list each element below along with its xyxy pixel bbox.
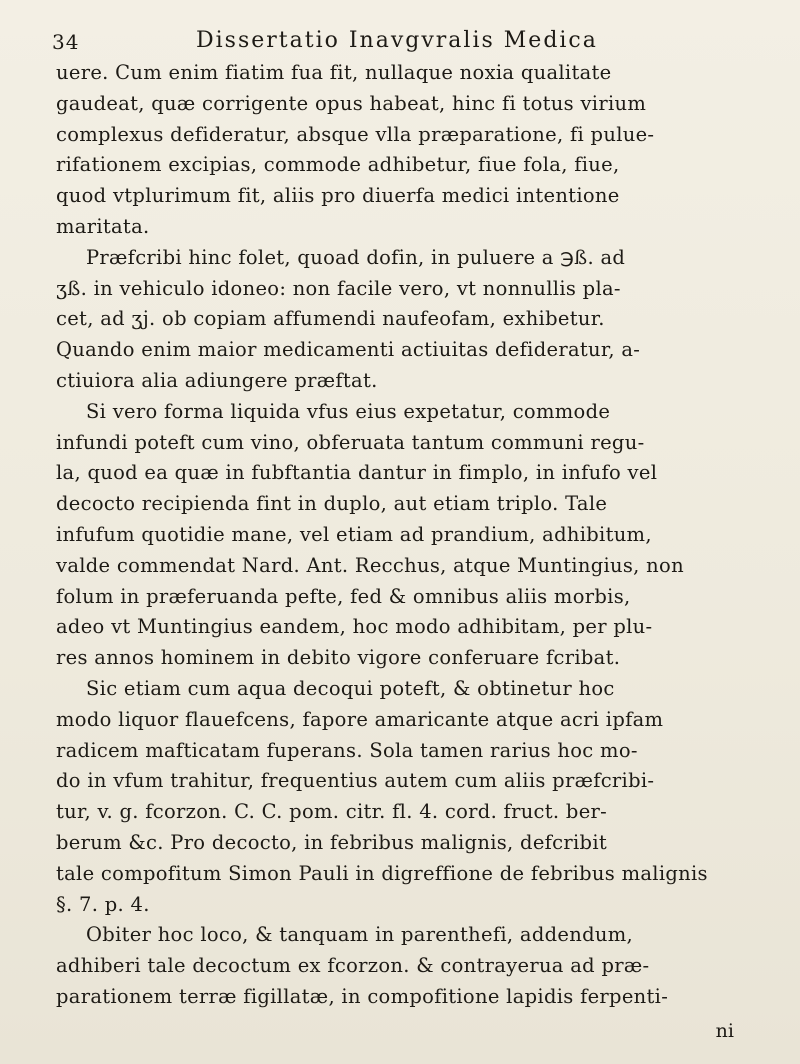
text-line: valde commendat Nard. Ant. Recchus, atque Muntingius, non <box>56 553 684 577</box>
text-line: Sic etiam cum aqua decoqui poteft, & obtinetur hoc <box>86 676 615 700</box>
text-line: rifationem excipias, commode adhibetur, fiue fola, fiue, <box>56 153 620 177</box>
text-line: cet, ad ʒj. ob copiam affumendi naufeofam, exhibetur. <box>56 307 605 331</box>
text-line: infufum quotidie mane, vel etiam ad prandium, adhibitum, <box>56 522 652 546</box>
text-line: infundi poteft cum vino, obferuata tantum communi regu- <box>56 430 645 454</box>
text-line: Præfcribi hinc folet, quoad dofin, in puluere a ℈ß. ad <box>86 245 626 269</box>
text-line: radicem mafticatam fuperans. Sola tamen rarius hoc mo- <box>56 738 638 762</box>
text-line: adhiberi tale decoctum ex fcorzon. & contrayerua ad præ- <box>56 954 650 978</box>
text-line: adeo vt Muntingius eandem, hoc modo adhibitam, per plu- <box>56 615 653 639</box>
text-line: ctiuiora alia adiungere præftat. <box>56 368 378 392</box>
catchword: ni <box>715 1020 734 1042</box>
running-title: Dissertatio Inavgvralis Medica <box>196 28 598 53</box>
text-line: tale compofitum Simon Pauli in digreffione de febribus malignis <box>56 861 708 885</box>
text-line: Quando enim maior medicamenti actiuitas defideratur, a- <box>56 338 641 362</box>
text-line: decocto recipienda fint in duplo, aut etiam triplo. Tale <box>56 492 608 516</box>
text-line: maritata. <box>56 214 150 238</box>
text-line: uere. Cum enim fiatim fua fit, nullaque noxia qualitate <box>56 61 612 84</box>
text-line: folum in præferuanda pefte, fed & omnibus aliis morbis, <box>56 584 631 608</box>
page-number: 34 <box>52 30 80 54</box>
text-body <box>56 58 736 1013</box>
text-line: berum &c. Pro decocto, in febribus malignis, defcribit <box>56 830 608 854</box>
text-line: Obiter hoc loco, & tanquam in parenthefi, addendum, <box>86 923 634 947</box>
text-line: gaudeat, quæ corrigente opus habeat, hinc fi totus virium <box>56 91 647 115</box>
text-line: parationem terræ figillatæ, in compofitione lapidis ferpenti- <box>56 984 669 1008</box>
text-line: la, quod ea quæ in fubftantia dantur in fimplo, in infufo vel <box>56 461 658 485</box>
text-line: modo liquor flauefcens, fapore amaricante atque acri ipfam <box>56 707 664 731</box>
text-line: quod vtplurimum fit, aliis pro diuerfa medici intentione <box>56 184 620 208</box>
text-line: do in vfum trahitur, frequentius autem cum aliis præfcribi- <box>56 769 655 793</box>
text-line: §. 7. p. 4. <box>56 892 150 916</box>
text-line: res annos hominem in debito vigore conferuare fcribat. <box>56 646 621 670</box>
text-line: tur, v. g. fcorzon. C. C. pom. citr. fl. 4. cord. fruct. ber- <box>56 800 608 824</box>
text-line: Si vero forma liquida vfus eius expetatur, commode <box>86 399 611 423</box>
text-line: ʒß. in vehiculo idoneo: non facile vero, vt nonnullis pla- <box>56 276 621 300</box>
page-header <box>52 24 740 60</box>
text-line: complexus defideratur, absque vlla præparatione, fi pulue- <box>56 122 655 146</box>
